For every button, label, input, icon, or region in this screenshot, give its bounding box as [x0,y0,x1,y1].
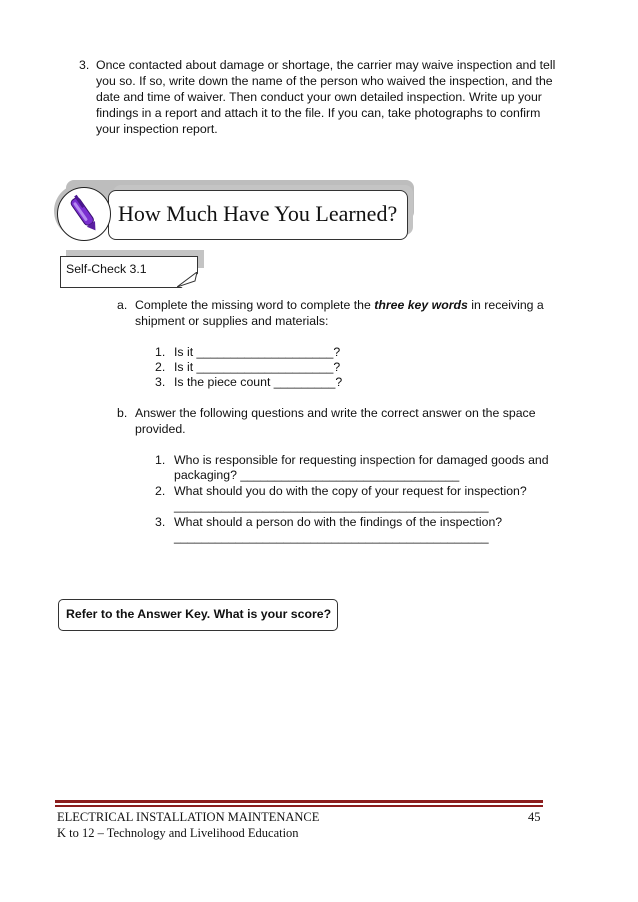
part-b-q1-line-1: Who is responsible for requesting inspection for damaged goods and [174,453,549,467]
page-number: 45 [528,810,541,824]
part-a-line-1: Complete the missing word to complete the three key words in receiving a [135,298,544,312]
answer-key-text: Refer to the Answer Key. What is your score? [66,607,332,621]
pen-icon [60,190,108,238]
footer-rule-thick [55,800,543,803]
footer-subtitle: K to 12 – Technology and Livelihood Education [57,826,299,840]
part-b-letter: b. [117,406,128,420]
part-b-q3-number: 3. [155,515,166,529]
footer-rule-thin [55,805,543,807]
part-b-q2-number: 2. [155,484,166,498]
item-3-number: 3. [79,58,90,72]
part-a-item-2: Is it ____________________? [174,360,341,374]
part-a-item-3-number: 3. [155,375,166,389]
part-a-letter: a. [117,298,128,312]
part-a-item-3: Is the piece count _________? [174,375,343,389]
item-3-line-3: date and time of waiver. Then conduct your own detailed inspection. Write up your [96,90,542,104]
part-b-q1-number: 1. [155,453,166,467]
part-b-q2-line-1: What should you do with the copy of your request for inspection? [174,484,527,498]
part-b-q3-line-2: ______________________________________________ [174,530,489,544]
self-check-label: Self-Check 3.1 [66,262,147,276]
item-3-line-1: Once contacted about damage or shortage, the carrier may waive inspection and tell [96,58,556,72]
part-a-item-1-number: 1. [155,345,166,359]
part-b-line-1: Answer the following questions and write the correct answer on the space [135,406,536,420]
part-a-item-1: Is it ____________________? [174,345,341,359]
item-3-line-4: findings in a report and attach it to the file. If you can, take photographs to confirm [96,106,541,120]
page-curl-icon [177,272,197,287]
banner-title: How Much Have You Learned? [118,201,398,226]
part-b-line-2: provided. [135,422,186,436]
item-3-line-5: your inspection report. [96,122,218,136]
footer-title: ELECTRICAL INSTALLATION MAINTENANCE [57,810,320,824]
part-a-item-2-number: 2. [155,360,166,374]
part-b-q3-line-1: What should a person do with the findings of the inspection? [174,515,503,529]
part-a-line-2: shipment or supplies and materials: [135,314,329,328]
part-b-q2-line-2: ______________________________________________ [174,499,489,513]
part-b-q1-line-2: packaging? ________________________________ [174,468,460,482]
item-3-line-2: you so. If so, write down the name of the person who waived the inspection, and the [96,74,553,88]
